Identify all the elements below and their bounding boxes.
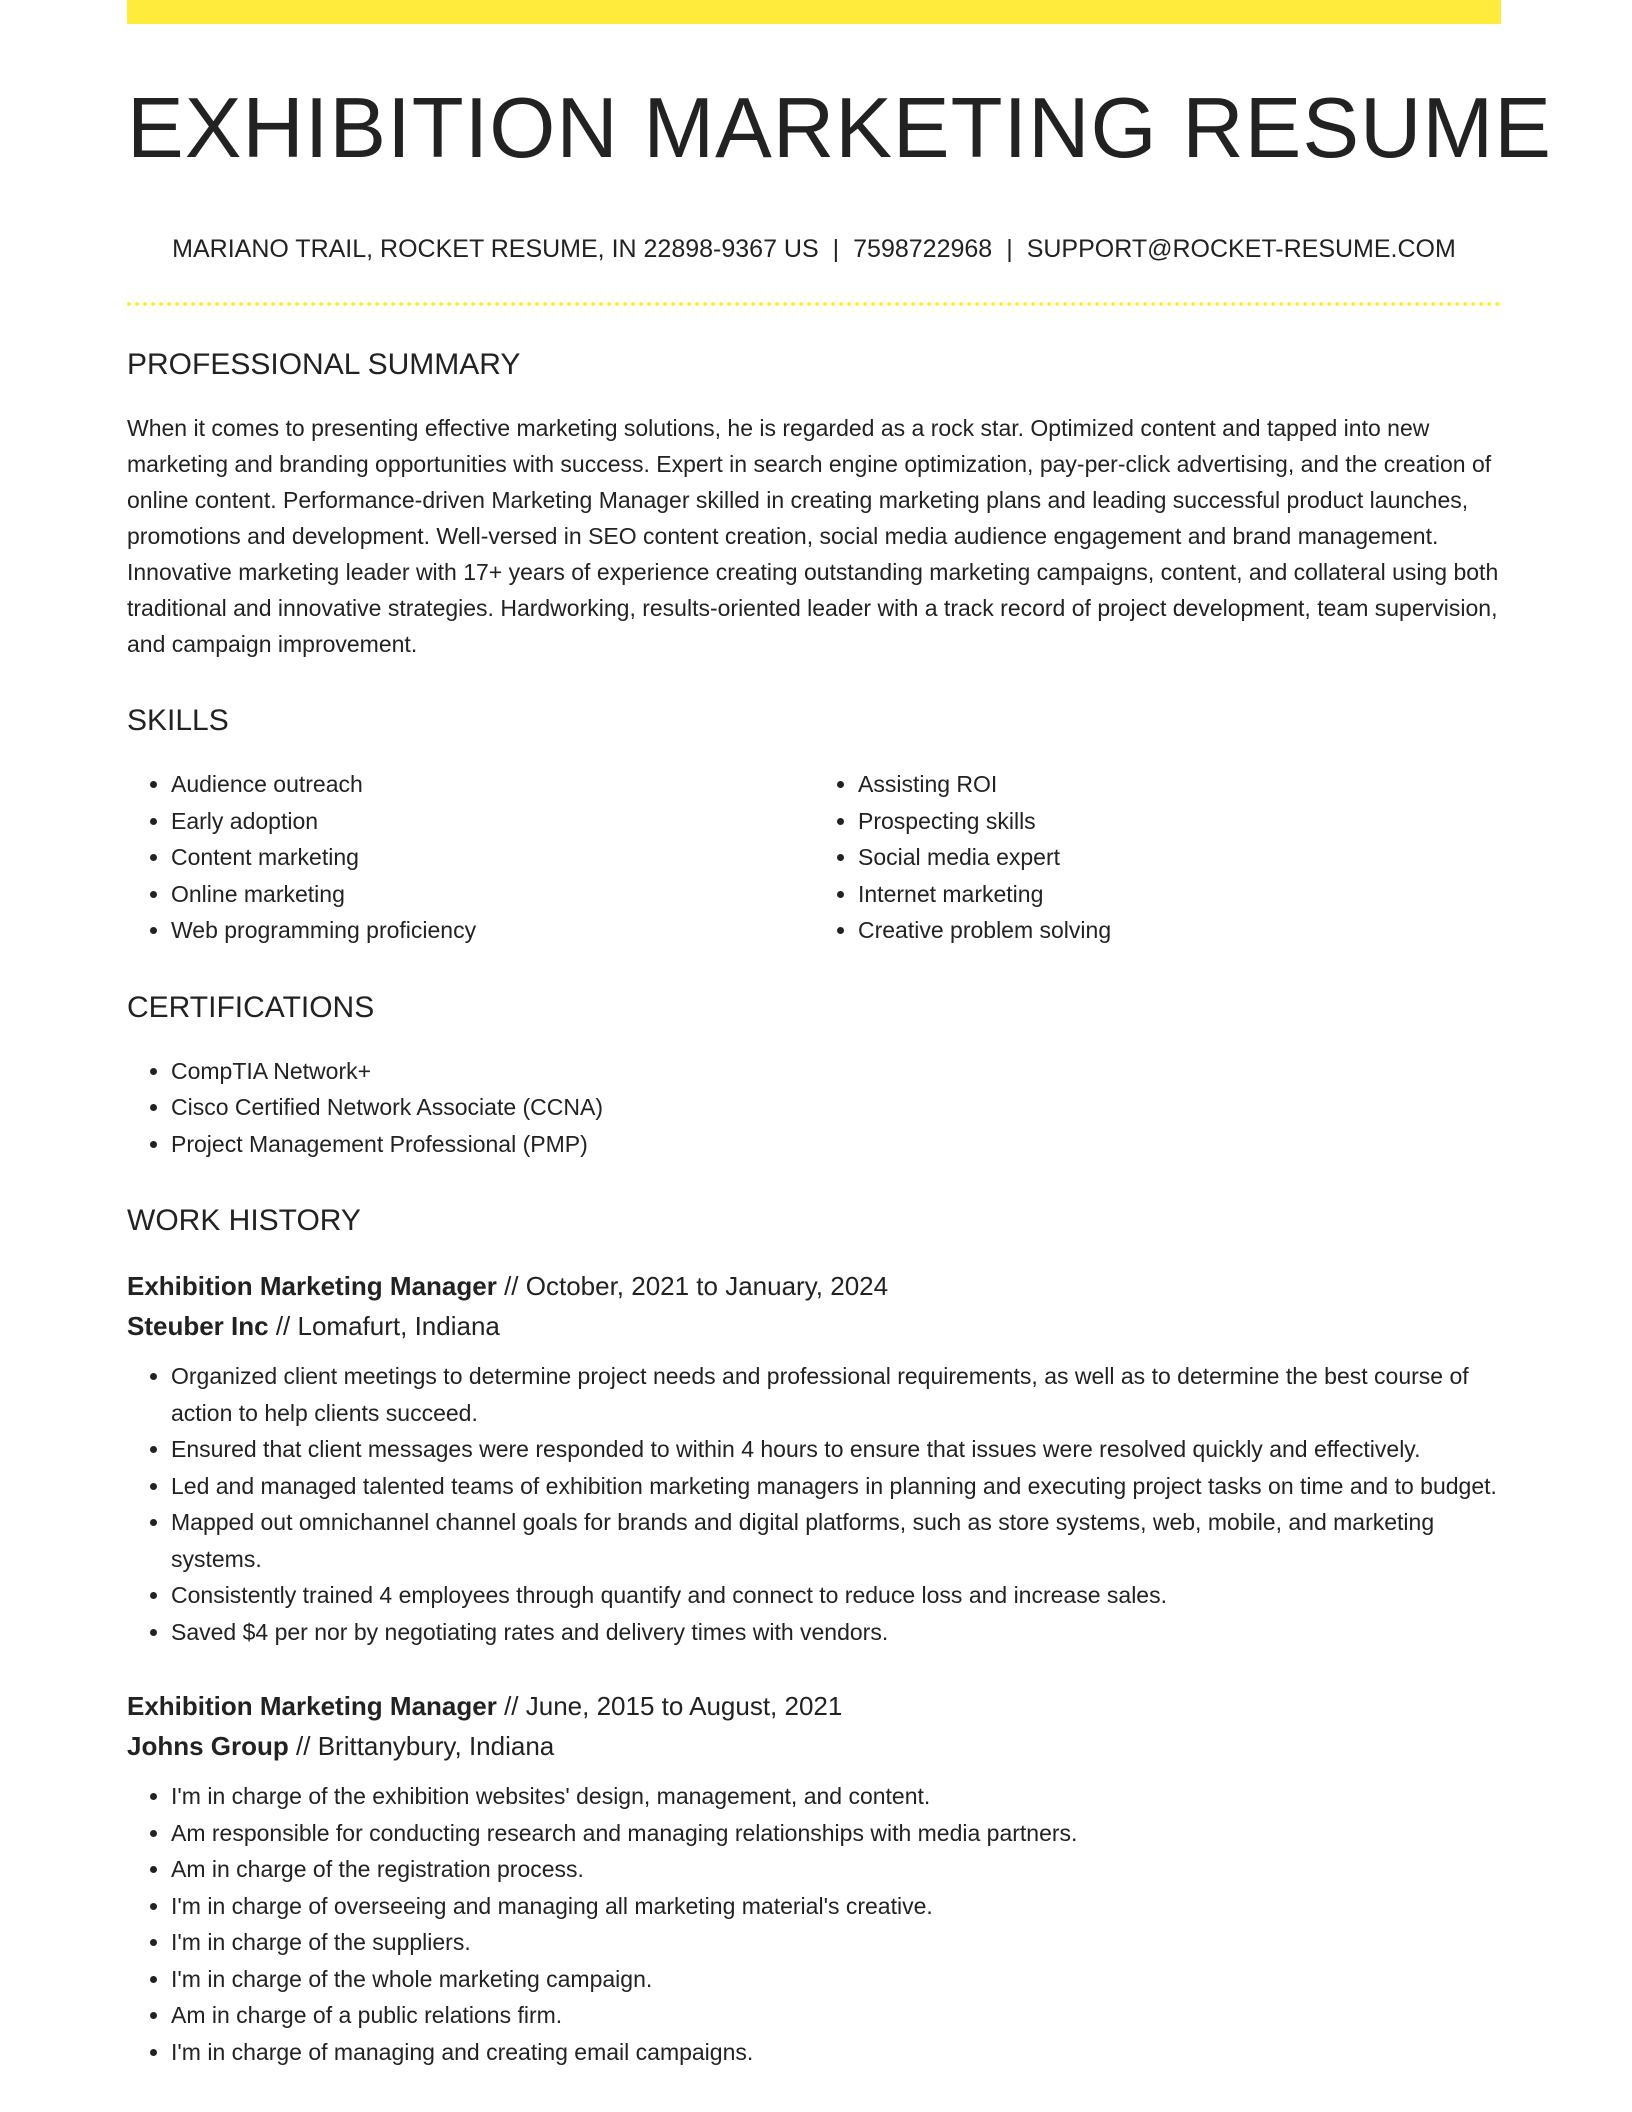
job-company: Johns Group — [127, 1731, 289, 1762]
job-bullet: • Am responsible for conducting research and managing relationships with media partners. — [171, 1815, 1501, 1852]
skill-item: • Online marketing — [171, 876, 814, 913]
job-bullet: • Consistently trained 4 employees through quantify and connect to reduce loss and increase sales. — [171, 1577, 1501, 1614]
certification-item: • Project Management Professional (PMP) — [171, 1126, 1501, 1163]
certifications-heading: CERTIFICATIONS — [127, 990, 375, 1024]
top-accent-bar — [127, 0, 1501, 24]
contact-email: SUPPORT@ROCKET-RESUME.COM — [1026, 235, 1456, 264]
job-location: Brittanybury, Indiana — [317, 1731, 555, 1762]
skill-item: • Content marketing — [171, 839, 814, 876]
job-bullet: • Am in charge of the registration process. — [171, 1851, 1501, 1888]
job-entry — [127, 1686, 1501, 2070]
job-dates: October, 2021 to January, 2024 — [525, 1271, 889, 1302]
skill-item: • Assisting ROI — [858, 766, 1501, 803]
skills-right-list — [814, 766, 1501, 949]
job-bullet: • Organized client meetings to determine project needs and professional requirements, as well as to determine the best course of action to help clients succeed. — [171, 1358, 1501, 1431]
job-bullet: • Ensured that client messages were responded to within 4 hours to ensure that issues were resolved quickly and effectively. — [171, 1431, 1501, 1468]
skills-left-list — [127, 766, 814, 949]
resume-title: EXHIBITION MARKETING RESUME — [127, 81, 1552, 176]
job-bullet: • Am in charge of a public relations firm. — [171, 1997, 1501, 2034]
job-bullet: • I'm in charge of the whole marketing campaign. — [171, 1961, 1501, 1998]
resume-page — [127, 0, 1552, 2070]
skill-item: • Prospecting skills — [858, 803, 1501, 840]
skill-item: • Internet marketing — [858, 876, 1501, 913]
certification-item: • CompTIA Network+ — [171, 1053, 1501, 1090]
contact-phone: 7598722968 — [853, 235, 993, 264]
skill-item: • Creative problem solving — [858, 912, 1501, 949]
job-separator: // — [296, 1731, 311, 1762]
work-history-heading: WORK HISTORY — [127, 1204, 361, 1238]
job-role: Exhibition Marketing Manager — [127, 1271, 497, 1302]
job-dates: June, 2015 to August, 2021 — [525, 1691, 843, 1722]
contact-separator: | — [832, 235, 840, 264]
job-bullet: • Led and managed talented teams of exhibition marketing managers in planning and executing project tasks on time and to budget. — [171, 1468, 1501, 1505]
job-bullet-list — [127, 1358, 1501, 1650]
job-bullet: • Mapped out omnichannel channel goals for brands and digital platforms, such as store systems, web, mobile, and marketing systems. — [171, 1504, 1501, 1577]
skills-columns — [127, 766, 1501, 949]
summary-heading: PROFESSIONAL SUMMARY — [127, 348, 521, 382]
job-role: Exhibition Marketing Manager — [127, 1691, 497, 1722]
contact-line — [127, 235, 1501, 264]
summary-text: When it comes to presenting effective marketing solutions, he is regarded as a rock star. Optimized content and tapped into new marketing and branding opportunities with success. Expert in search engine optimization, pay-per-click advertising, and the creation of online content. Performance-driven Marketing Manager skilled in creating marketing plans and leading successful product launches, promotions and development. Well-versed in SEO content creation, social media audience engagement and brand management. Innovative marketing leader with 17+ years of experience creating outstanding marketing campaigns, content, and collateral using both traditional and innovative strategies. Hardworking, results-oriented leader with a track record of project development, team supervision, and campaign improvement. — [127, 415, 1499, 658]
certification-item: • Cisco Certified Network Associate (CCNA) — [171, 1089, 1501, 1126]
skills-heading: SKILLS — [127, 704, 229, 738]
contact-address: MARIANO TRAIL, ROCKET RESUME, IN 22898-9367 US — [172, 235, 819, 264]
job-entry — [127, 1266, 1501, 1650]
job-bullet: • I'm in charge of overseeing and managing all marketing material's creative. — [171, 1888, 1501, 1925]
job-role-line — [127, 1266, 1501, 1306]
skill-item: • Early adoption — [171, 803, 814, 840]
job-separator: // — [275, 1311, 291, 1342]
job-location: Lomafurt, Indiana — [297, 1311, 500, 1342]
job-bullet: • I'm in charge of the suppliers. — [171, 1924, 1501, 1961]
certifications-list — [127, 1053, 1501, 1163]
job-bullet: • I'm in charge of managing and creating email campaigns. — [171, 2034, 1501, 2071]
job-bullet: • Saved $4 per nor by negotiating rates and delivery times with vendors. — [171, 1614, 1501, 1651]
job-company: Steuber Inc — [127, 1311, 269, 1342]
skill-item: • Web programming proficiency — [171, 912, 814, 949]
job-role-line — [127, 1686, 1501, 1726]
job-bullet-list — [127, 1778, 1501, 2070]
job-company-line — [127, 1726, 1501, 1766]
job-company-line — [127, 1306, 1501, 1346]
job-bullet: • I'm in charge of the exhibition websites' design, management, and content. — [171, 1778, 1501, 1815]
job-separator: // — [504, 1271, 519, 1302]
contact-separator: | — [1006, 235, 1013, 264]
dotted-divider — [127, 302, 1501, 306]
job-separator: // — [504, 1691, 519, 1722]
skill-item: • Audience outreach — [171, 766, 814, 803]
skill-item: • Social media expert — [858, 839, 1501, 876]
